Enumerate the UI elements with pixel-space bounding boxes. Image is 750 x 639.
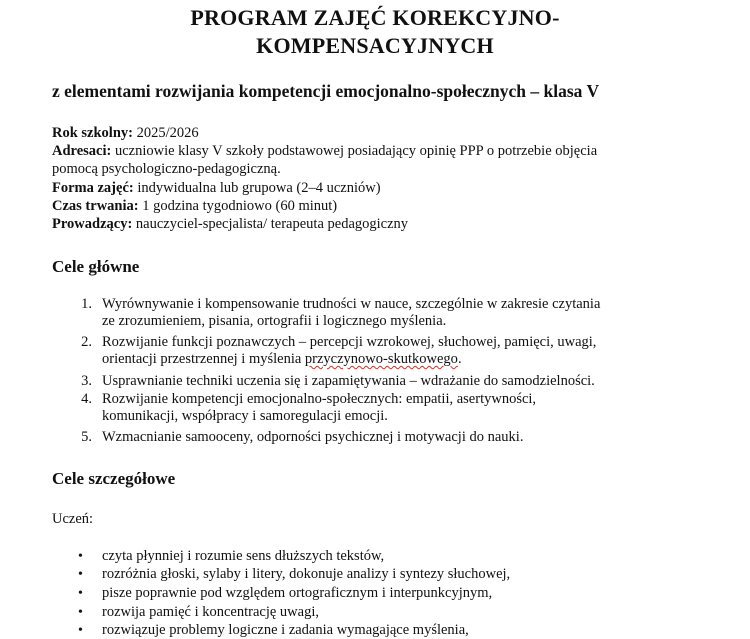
- document-title-line-2: KOMPENSACYJNYCH: [256, 33, 494, 58]
- document-title-line-1: PROGRAM ZAJĘĆ KOREKCYJNO-: [190, 5, 560, 30]
- meta-prowadzacy: [52, 216, 408, 233]
- list-item-text: komunikacji, współpracy i samoregulacji emocji.: [102, 408, 388, 424]
- list-item-text: Usprawnianie techniki uczenia się i zapamiętywania – wdrażanie do samodzielności.: [102, 373, 595, 389]
- list-item-number: 5.: [81, 429, 92, 445]
- list-item-text: Rozwijanie funkcji poznawczych – percepcji wzrokowej, słuchowej, pamięci, uwagi,: [102, 334, 597, 350]
- meta-adresaci-continued: pomocą psychologiczno-pedagogiczną.: [52, 161, 281, 177]
- bullet-item-text: rozróżnia głoski, sylaby i litery, dokonuje analizy i syntezy słuchowej,: [102, 566, 511, 582]
- list-item-text: Wzmacnianie samooceny, odporności psychicznej i motywacji do nauki.: [102, 429, 524, 445]
- meta-forma-label: Forma zajęć:: [52, 180, 134, 196]
- meta-adresaci-value-1: uczniowie klasy V szkoły podstawowej posiadający opinię PPP o potrzebie objęcia: [111, 143, 598, 159]
- meta-rok-value: 2025/2026: [132, 125, 199, 141]
- list-item-text: orientacji przestrzennej i myślenia: [102, 351, 305, 367]
- meta-forma-zajec: [52, 180, 381, 197]
- list-item-text: Wyrównywanie i kompensowanie trudności w nauce, szczególnie w zakresie czytania: [102, 296, 601, 312]
- list-item-text: .: [457, 351, 462, 367]
- section-heading-cele-glowne: Cele główne: [52, 257, 140, 276]
- bullet-icon: •: [78, 586, 83, 601]
- list-item-number: 3.: [81, 373, 92, 389]
- meta-forma-value: indywidualna lub grupowa (2–4 uczniów): [133, 180, 381, 196]
- bullet-icon: •: [78, 605, 83, 620]
- meta-prowadzacy-label: Prowadzący:: [52, 216, 133, 232]
- bullet-item-text: czyta płynniej i rozumie sens dłuższych tekstów,: [102, 548, 385, 564]
- meta-rok-szkolny: [52, 125, 199, 142]
- bullet-item-text: rozwija pamięć i koncentrację uwagi,: [102, 604, 319, 620]
- list-item-text-line-2: [102, 351, 702, 368]
- meta-czas-trwania: [52, 198, 337, 215]
- list-item-text: ze zrozumieniem, pisania, ortografii i logicznego myślenia.: [102, 313, 447, 329]
- spellcheck-underlined-word: przyczynowo-skutkowego: [304, 351, 458, 367]
- meta-adresaci-label: Adresaci:: [52, 143, 112, 159]
- list-item-text: Rozwijanie kompetencji emocjonalno-społecznych: empatii, asertywności,: [102, 391, 537, 407]
- meta-rok-label: Rok szkolny:: [52, 125, 133, 141]
- bullet-icon: •: [78, 549, 83, 564]
- meta-prowadzacy-value: nauczyciel-specjalista/ terapeuta pedagogiczny: [132, 216, 409, 232]
- section-heading-cele-szczegolowe: Cele szczegółowe: [52, 469, 176, 488]
- bullet-item-text: pisze poprawnie pod względem ortograficznym i interpunkcyjnym,: [102, 585, 493, 601]
- meta-czas-label: Czas trwania:: [52, 198, 139, 214]
- bullet-item-text: rozwiązuje problemy logiczne i zadania wymagające myślenia,: [102, 622, 469, 638]
- list-item-number: 1.: [81, 296, 92, 312]
- bullet-icon: •: [78, 567, 83, 582]
- bullet-icon: •: [78, 623, 83, 638]
- list-item-number: 4.: [81, 391, 92, 407]
- document-subtitle: z elementami rozwijania kompetencji emocjonalno-społecznych – klasa V: [52, 81, 600, 101]
- section-intro: Uczeń:: [52, 511, 94, 527]
- meta-adresaci: [52, 143, 597, 160]
- meta-czas-value: 1 godzina tygodniowo (60 minut): [138, 198, 338, 214]
- list-item-number: 2.: [81, 334, 92, 350]
